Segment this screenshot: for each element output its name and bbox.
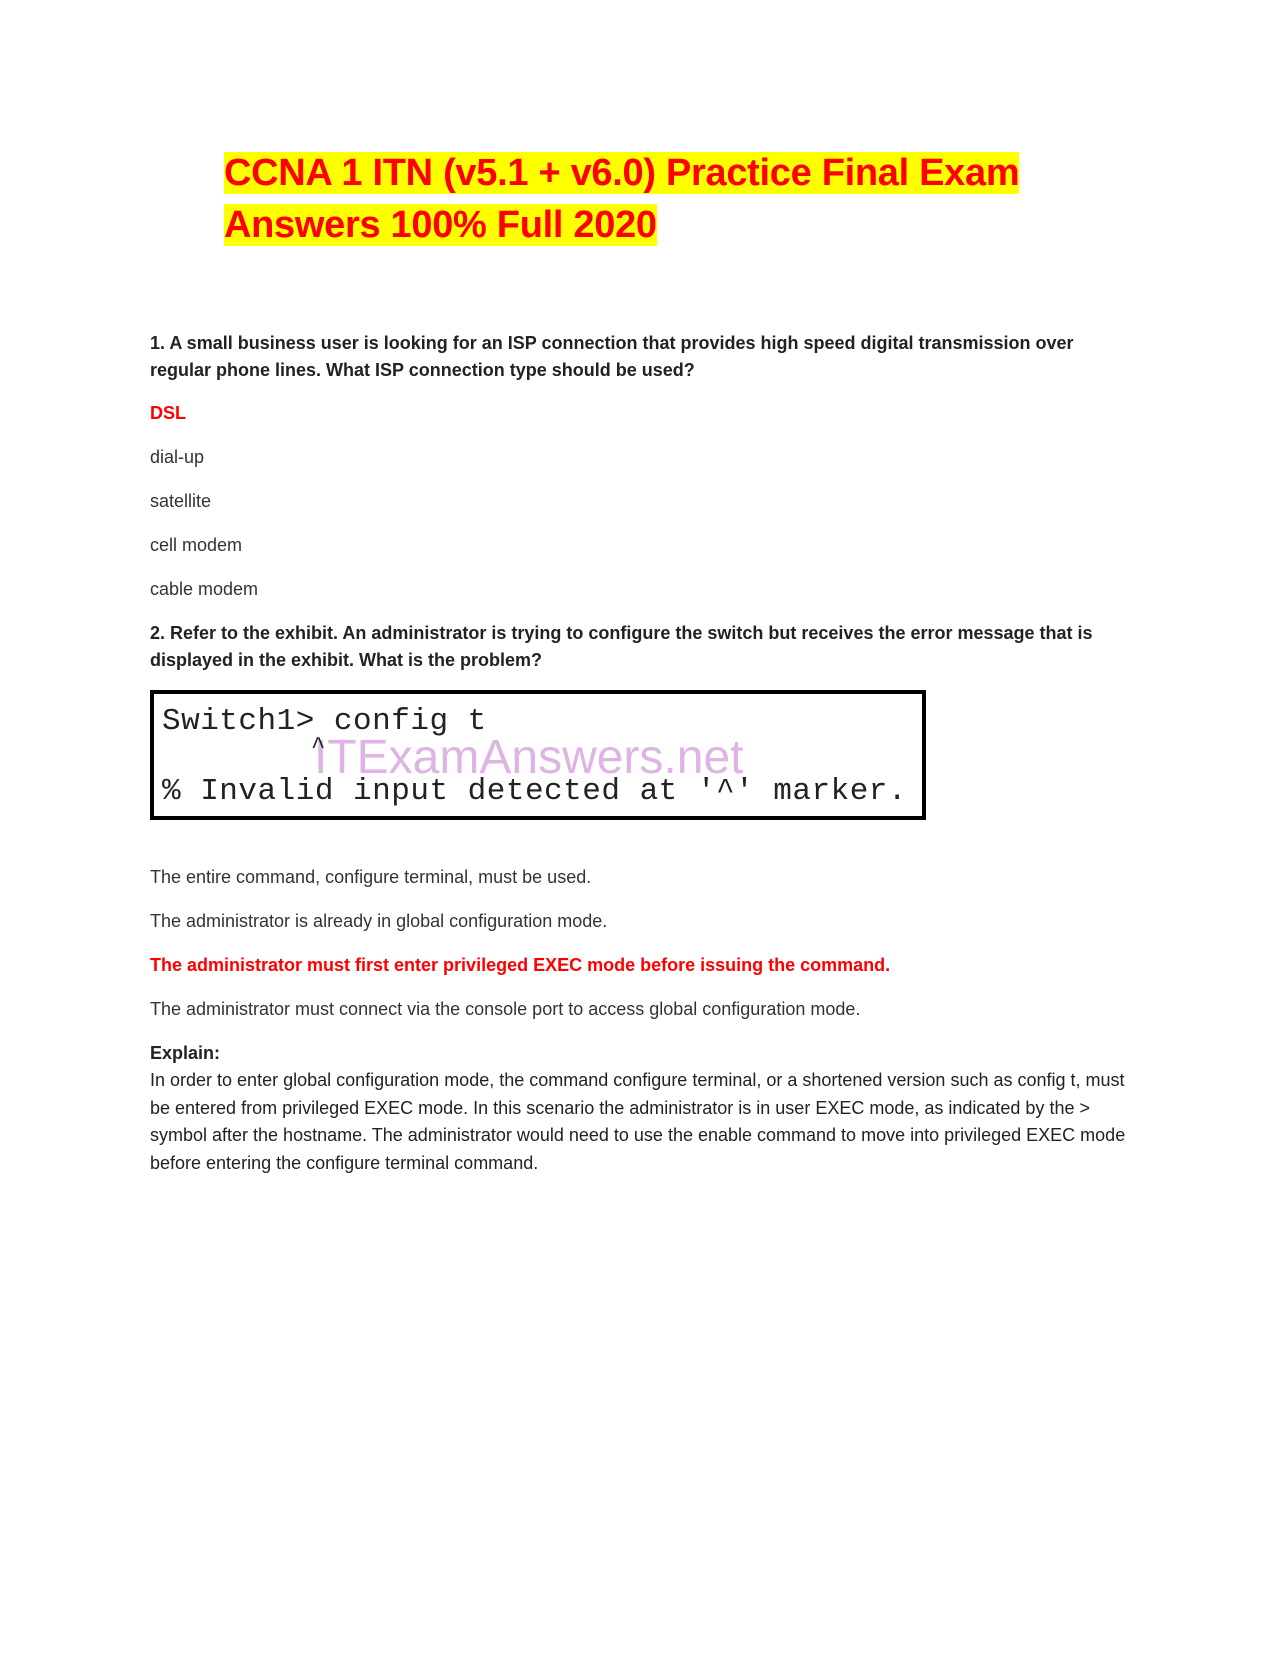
title-line-2: Answers 100% Full 2020 [224,204,657,246]
question-2-text: 2. Refer to the exhibit. An administrator is trying to configure the switch but receives the error message that is displayed in the exhibit. What is the problem? [150,623,1093,670]
q2-option-correct: The administrator must first enter privileged EXEC mode before issuing the command. [150,955,891,975]
q1-option: dial-up [150,447,205,467]
q2-option: The entire command, configure terminal, must be used. [150,867,592,887]
q1-option: cell modem [150,535,243,555]
q1-option: cable modem [150,579,259,599]
q2-option: The administrator must connect via the console port to access global configuration mode. [150,999,861,1019]
exhibit-watermark: ITExamAnswers.net [314,731,744,784]
page-title [224,147,1044,251]
question-2 [150,620,1130,1177]
exhibit-command-line: Switch1> config t [162,704,487,739]
exhibit-error-line: % Invalid input detected at '^' marker. [162,774,908,809]
question-1-text: 1. A small business user is looking for an ISP connection that provides high speed digital transmission over regular phone lines. What ISP connection type should be used? [150,333,1074,380]
exhibit-caret-marker: ^ [162,734,326,761]
document-content [150,330,1130,1177]
explain-label: Explain: [150,1043,221,1063]
question-1 [150,330,1130,603]
exhibit-terminal-image [150,690,926,820]
title-line-1: CCNA 1 ITN (v5.1 + v6.0) Practice Final Exam [224,152,1020,194]
q1-option-correct: DSL [150,403,186,423]
explanation [150,1040,1130,1177]
explain-text: In order to enter global configuration mode, the command configure terminal, or a shortened version such as config t, must be entered from privileged EXEC mode. In this scenario the administrator is in user EXEC mode, as indicated by the > symbol after the hostname. The administrator would need to use the enable command to move into privileged EXEC mode before entering the configure terminal command. [150,1070,1126,1173]
q1-option: satellite [150,491,212,511]
q2-option: The administrator is already in global configuration mode. [150,911,608,931]
